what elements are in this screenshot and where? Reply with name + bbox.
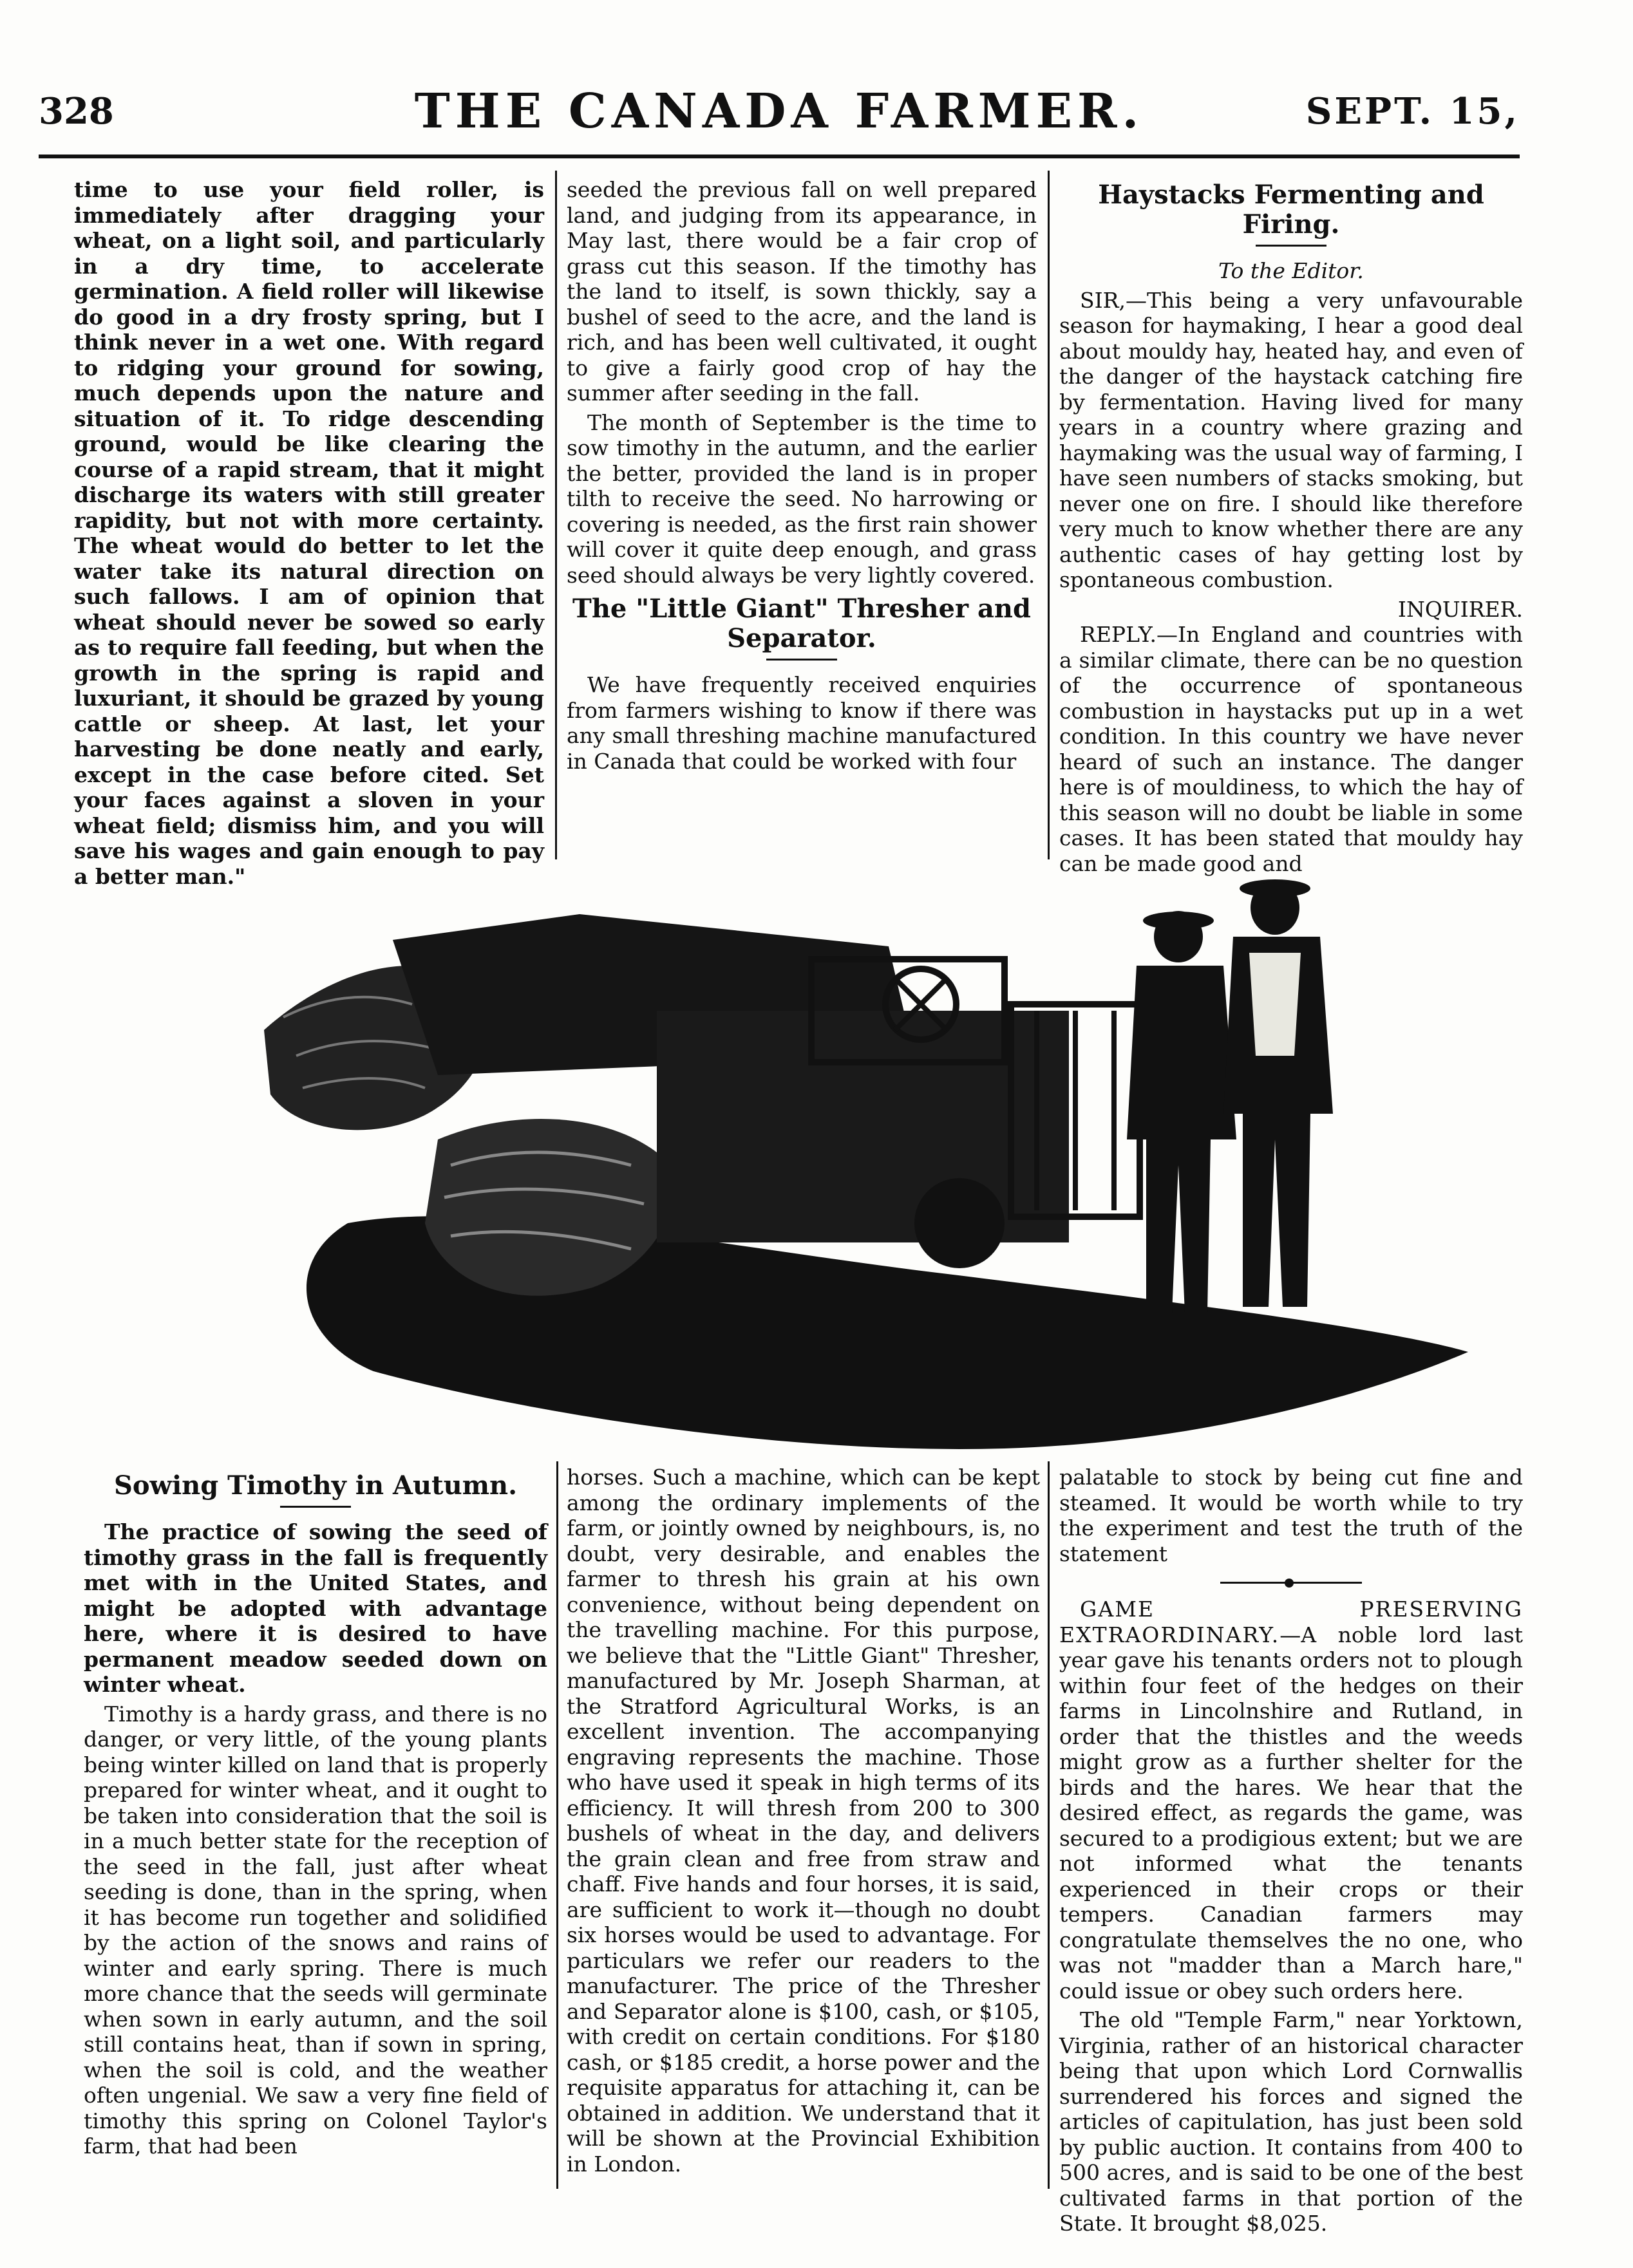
article-heading-haystacks: Haystacks Fermenting and Firing.	[1098, 180, 1484, 239]
ornamental-rule	[1220, 1582, 1362, 1584]
issue-date: SEPT. 15,	[1305, 90, 1520, 133]
paragraph: time to use your field roller, is immediately after dragging your wheat, on a light soil, and particularly in a dry time, to accelerate germination. A field roller will likewise do good in a dry frosty spring, but I think never in a wet one. With regard to ridging your ground for sowing, much depends upon the nature and situation of it. To ridge descending ground, would be like clearing the course of a rapid stream, that it might discharge its waters with still greater rapidity, but not with more certainty. The wheat would do better to let the water take its natural direction on such fallows. I am of opinion that wheat should never be sowed so early as to require fall feeding, but when the growth in the spring is rapid and luxuriant, it should be grazed by young cattle or sheep. At last, let your harvesting be done neatly and early, except in the case before cited. Set your faces against a sloven in your wheat field; dismiss him, and you will save his wages and gain enough to pay a better man."	[74, 177, 544, 889]
signature: INQUIRER.	[1397, 596, 1523, 622]
article-heading-timothy: Sowing Timothy in Autumn.	[113, 1470, 518, 1501]
column-divider	[1048, 1461, 1050, 2189]
letter-body: SIR,—This being a very unfavourable season for haymaking, I hear a good deal about mouldy hay, heated hay, and even of the danger of the haystack catching fire by fermentation. Having lived for many years in a country where grazing and haymaking was the usual way of farming, I have seen numbers of stacks smoking, but never one on fire. I should like therefore very much to know whether there are any authentic cases of hay getting lost by spontaneous combustion.	[1059, 287, 1523, 592]
short-rule	[766, 659, 837, 661]
paragraph: The month of September is the time to sow timothy in the autumn, and the earlier the better, provided the land is in proper tilth to receive the seed. No harrowing or covering is needed, as the first rain shower will cover it quite deep enough, and grass seed should always be very lightly covered.	[567, 409, 1037, 588]
article-heading-little-giant: The "Little Giant" Thresher and Separator.	[572, 594, 1031, 653]
thresher-engraving	[245, 863, 1507, 1455]
bottom-column-1	[84, 1465, 547, 2163]
paragraph: We have frequently received enquiries from farmers wishing to know if there was any small threshing machine manufactured in Canada that could be worked with four	[567, 672, 1037, 774]
bottom-column-2	[567, 1465, 1040, 2180]
page-header	[39, 84, 1520, 161]
salutation: To the Editor.	[1218, 258, 1364, 283]
signature-line	[1059, 597, 1523, 623]
masthead-title: THE CANADA FARMER.	[414, 84, 1144, 139]
page-number: 328	[39, 90, 114, 133]
paragraph-text: —A noble lord last year gave his tenants orders not to plough within four feet of the hedges on their farms in Lincolnshire and Rutland, in order that the thistles and the weeds might grow as a further shelter for the birds and the hares. We hear that the desired effect, as regards the game, was secured to a prodigious extent; but we are not informed what the tenants experienced in their crops or their tempers. Canadian farmers may congratulate themselves the no one, who was not "madder than a March hare," could issue or obey such orders here.	[1059, 1622, 1523, 2003]
short-rule	[280, 1506, 351, 1508]
bottom-column-3	[1059, 1465, 1523, 2240]
paragraph: The practice of sowing the seed of timothy grass in the fall is frequently met with in the United States, and might be adopted with advantage here, where it is desired to have permanent meadow seeded down on winter wheat.	[84, 1519, 547, 1697]
header-rule	[39, 155, 1520, 158]
run-in-heading: GAME PRESERVING EXTRAORDINARY.	[1059, 1597, 1523, 1647]
paragraph: seeded the previous fall on well prepared land, and judging from its appearance, in May last, there would be a fair crop of grass cut this season. If the timothy has the land to itself, is sown thickly, say a bushel of seed to the acre, and the land is rich, and has been well cultivated, it ought to give a fairly good crop of hay the summer after seeding in the fall.	[567, 177, 1037, 406]
paragraph: palatable to stock by being cut fine and steamed. It would be worth while to try the experiment and test the truth of the statement	[1059, 1465, 1523, 1566]
paragraph-game-preserving	[1059, 1597, 1523, 2003]
paragraph: Timothy is a hardy grass, and there is no danger, or very little, of the young plants being winter killed on land that is properly prepared for winter wheat, and it ought to be taken into consideration that the soil is in a much better state for the reception of the seed in the fall, just after wheat seeding is done, than in the spring, when it has become run together and solidified by the action of the snows and rains of winter and early spring. There is much more chance that the seeds will germinate when sown in early autumn, and the soil still contains heat, than if sown in spring, when the soil is cold, and the weather often ungenial. We saw a very fine field of timothy this spring on Colonel Taylor's farm, that had been	[84, 1701, 547, 2159]
top-column-3	[1059, 174, 1523, 880]
column-divider	[555, 171, 557, 859]
column-divider	[1048, 171, 1050, 859]
paragraph: The old "Temple Farm," near Yorktown, Virginia, rather of an historical character being that upon which Lord Cornwallis surrendered his forces and signed the articles of capitulation, has just been sold by public auction. It contains from 400 to 500 acres, and is said to be one of the best cultivated farms in that portion of the State. It brought $8,025.	[1059, 2007, 1523, 2236]
short-rule	[1256, 245, 1326, 247]
column-divider	[556, 1461, 558, 2189]
top-column-2	[567, 177, 1037, 778]
top-column-1	[74, 177, 544, 893]
reply-paragraph: REPLY.—In England and countries with a similar climate, there can be no question of the occurrence of spontaneous combustion in haystacks put up in a wet condition. In this country we have never heard of such an instance. The danger here is of mouldiness, to which the hay of this season will no doubt be liable in some cases. It has been stated that mouldy hay can be made good and	[1059, 622, 1523, 876]
paragraph: horses. Such a machine, which can be kept among the ordinary implements of the farm, or jointly owned by neighbours, is, no doubt, very desirable, and enables the farmer to thresh his grain at his own convenience, without being dependent on the travelling machine. For this purpose, we believe that the "Little Giant" Thresher, manufactured by Mr. Joseph Sharman, at the Stratford Agricultural Works, is an excellent invention. The accompanying engraving represents the machine. Those who have used it speak in high terms of its efficiency. It will thresh from 200 to 300 bushels of wheat in the day, and delivers the grain clean and free from straw and chaff. Five hands and four horses, it is said, are sufficient to work it—though no doubt six horses would be used to advantage. For particulars we refer our readers to the manufacturer. The price of the Thresher and Separator alone is $100, cash, or $105, with credit on certain conditions. For $180 cash, or $185 credit, a horse power and the requisite apparatus for attaching it, can be obtained in addition. We understand that it will be shown at the Provincial Exhibition in London.	[567, 1465, 1040, 2177]
